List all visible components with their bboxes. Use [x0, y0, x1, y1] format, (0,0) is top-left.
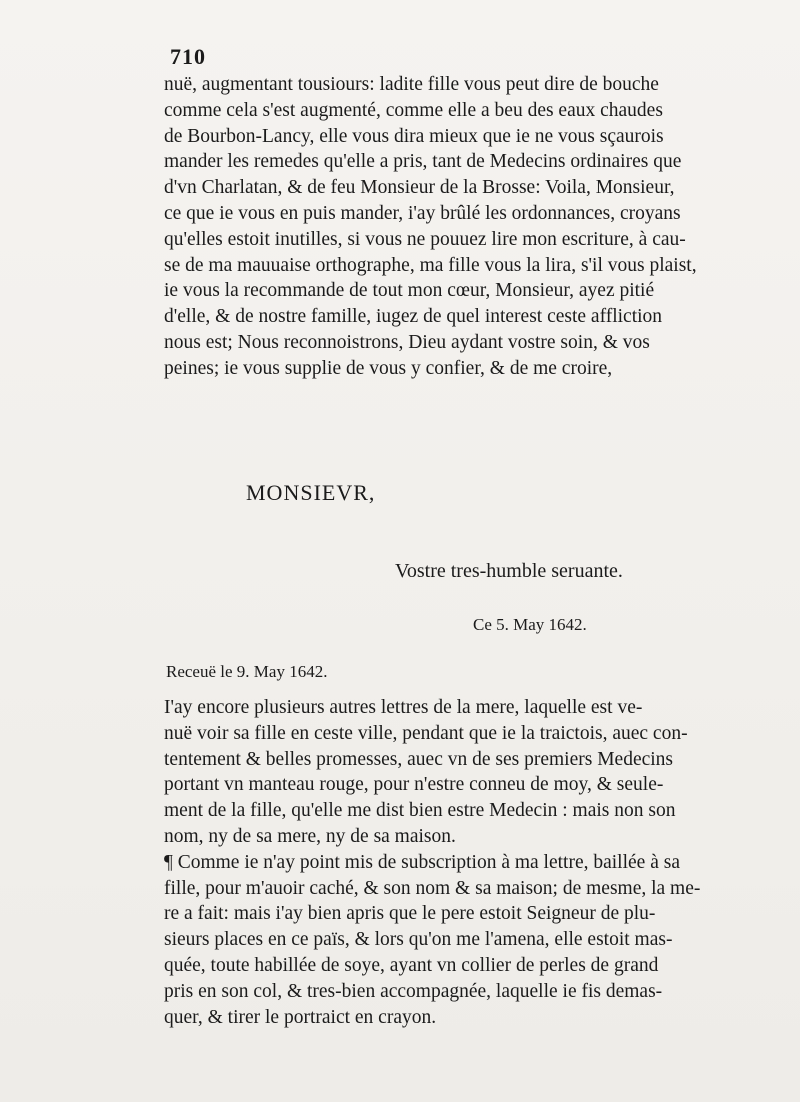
text-line: ment de la fille, qu'elle me dist bien estre Medecin : mais non son [164, 800, 676, 822]
letter-date: Ce 5. May 1642. [473, 615, 587, 634]
text-line: nous est; Nous reconnoistrons, Dieu aydant vostre soin, & vos [164, 331, 650, 353]
text-line: fille, pour m'auoir caché, & son nom & sa maison; de mesme, la me- [164, 877, 701, 899]
text-line: nom, ny de sa mere, ny de sa maison. [164, 825, 456, 847]
text-line: re a fait: mais i'ay bien apris que le pere estoit Seigneur de plu- [164, 903, 656, 925]
text-line: comme cela s'est augmenté, comme elle a beu des eaux chaudes [164, 99, 663, 121]
text-line: quée, toute habillée de soye, ayant vn collier de perles de grand [164, 954, 659, 976]
text-line: nuë voir sa fille en ceste ville, pendant que ie la traictois, auec con- [164, 722, 688, 744]
text-line: d'vn Charlatan, & de feu Monsieur de la Brosse: Voila, Monsieur, [164, 177, 675, 199]
text-line: pris en son col, & tres-bien accompagnée, laquelle ie fis demas- [164, 980, 663, 1002]
text-line: qu'elles estoit inutilles, si vous ne pouuez lire mon escriture, à cau- [164, 228, 686, 250]
signature: Vostre tres-humble seruante. [395, 560, 623, 582]
text-line: I'ay encore plusieurs autres lettres de la mere, laquelle est ve- [164, 697, 643, 718]
salutation: MONSIEVR, [246, 480, 376, 505]
text-line: sieurs places en ce païs, & lors qu'on me l'amena, elle estoit mas- [164, 929, 673, 951]
text-line: peines; ie vous supplie de vous y confier, & de me croire, [164, 357, 613, 379]
text-line: ie vous la recommande de tout mon cœur, Monsieur, ayez pitié [164, 280, 655, 302]
text-line: d'elle, & de nostre famille, iugez de quel interest ceste affliction [164, 306, 663, 328]
text-line: de Bourbon-Lancy, elle vous dira mieux que ie ne vous sçaurois [164, 125, 664, 147]
text-line: mander les remedes qu'elle a pris, tant de Medecins ordinaires que [164, 151, 682, 173]
text-line: nuë, augmentant tousiours: ladite fille vous peut dire de bouche [164, 74, 659, 95]
text-line: quer, & tirer le portraict en crayon. [164, 1006, 437, 1028]
letter-body [164, 72, 754, 382]
text-line: portant vn manteau rouge, pour n'estre conneu de moy, & seule- [164, 774, 664, 796]
text-line: ce que ie vous en puis mander, i'ay brûlé les ordonnances, croyans [164, 202, 681, 224]
page-number: 710 [170, 44, 206, 69]
text-line: se de ma mauuaise orthographe, ma fille vous la lira, s'il vous plaist, [164, 254, 697, 276]
text-line: ¶ Comme ie n'ay point mis de subscription à ma lettre, baillée à sa [164, 851, 680, 873]
narrative-text [164, 695, 754, 1030]
received-note: Receuë le 9. May 1642. [166, 662, 328, 681]
text-line: tentement & belles promesses, auec vn de ses premiers Medecins [164, 748, 674, 770]
